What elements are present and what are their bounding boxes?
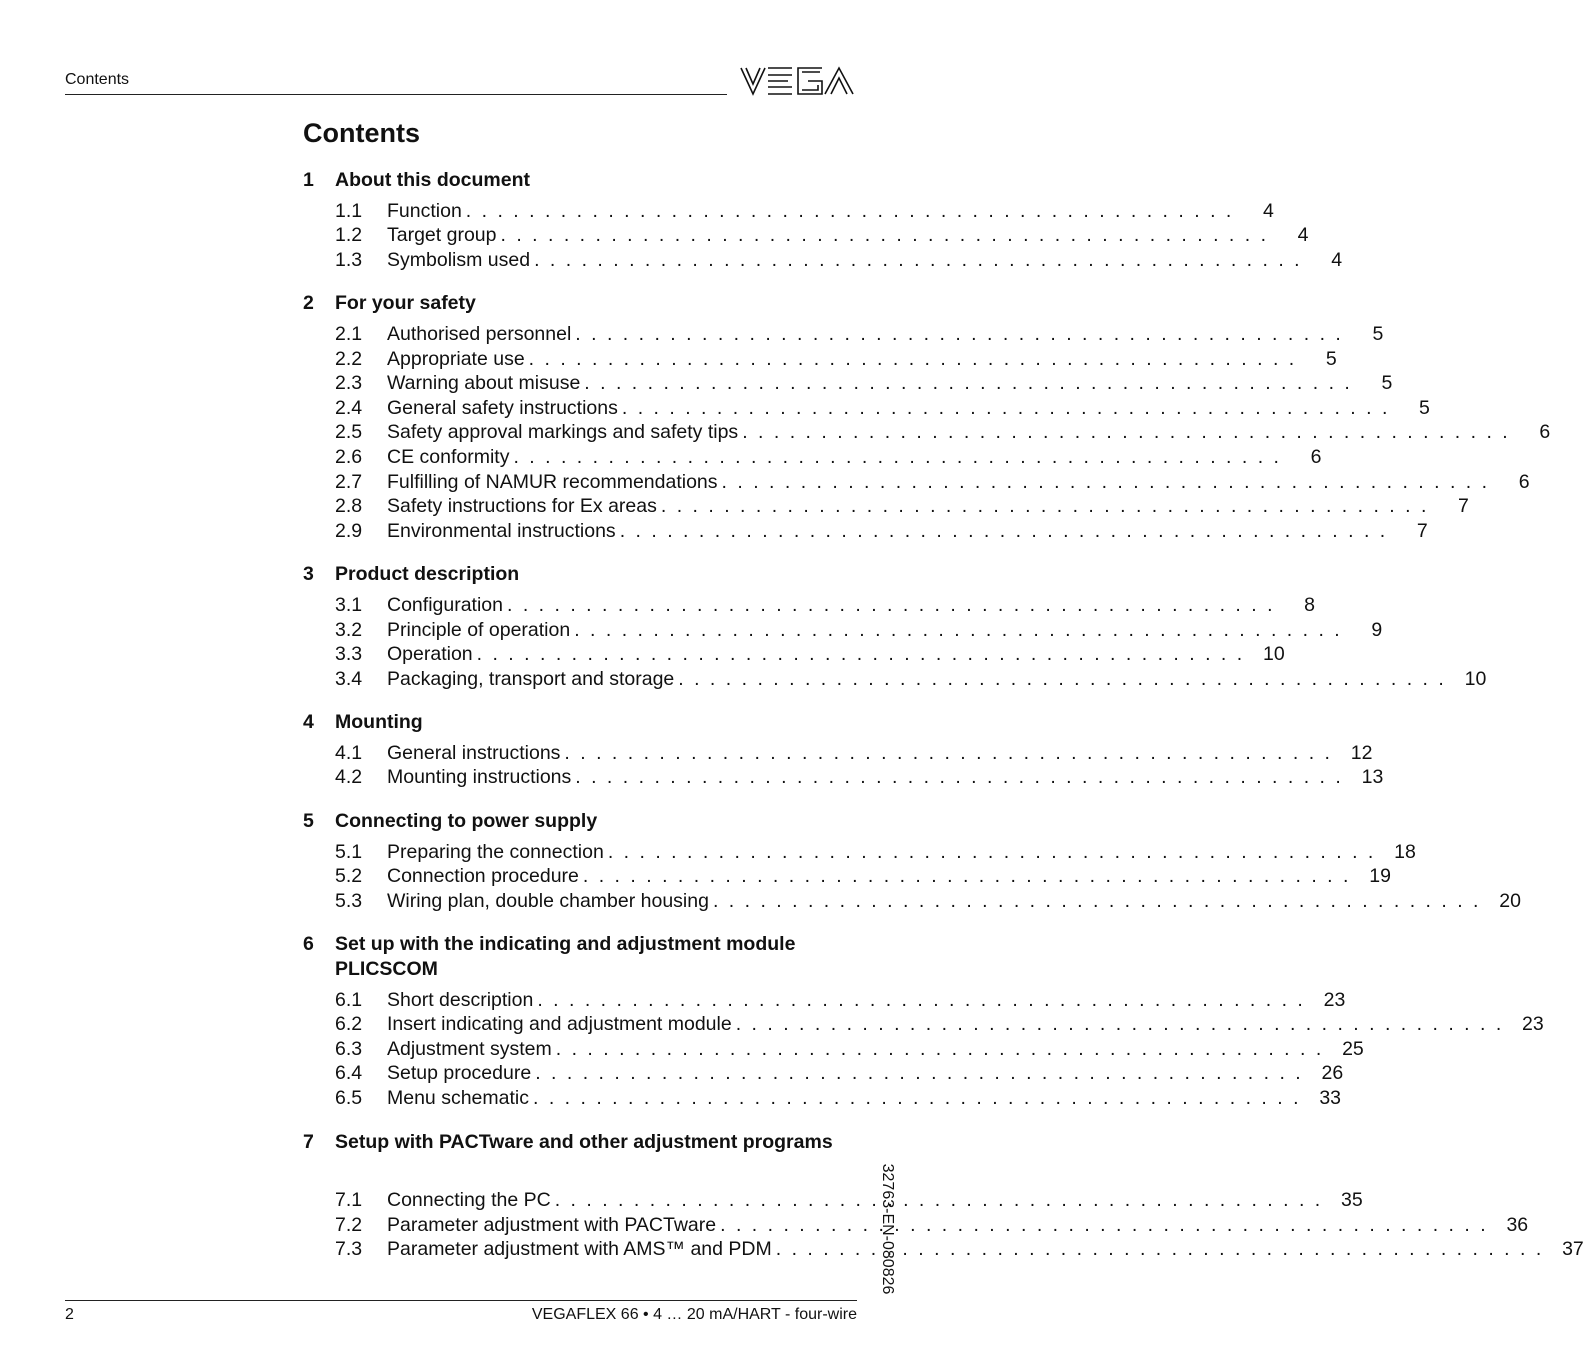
toc-entry — [303, 642, 1285, 667]
toc-entry — [303, 765, 1384, 790]
dot-leader: . . . . . . . . . . . . . . . . . . . . . . . . . . . . . . . . . . . . . . . . . . . . . . . . . — [584, 372, 1353, 395]
entry-page-number: 37 — [1562, 1238, 1584, 1261]
entry-title: Insert indicating and adjustment module — [387, 1013, 732, 1036]
dot-leader: . . . . . . . . . . . . . . . . . . . . . . . . . . . . . . . . . . . . . . . . . . . . . . . . . — [535, 1062, 1304, 1085]
toc-entry — [303, 1086, 1342, 1111]
entry-title: Authorised personnel — [387, 322, 572, 345]
section-number: 2 — [303, 292, 314, 315]
toc-section — [303, 562, 1487, 691]
toc-entry — [303, 741, 1373, 766]
entry-page-number: 13 — [1361, 766, 1384, 789]
dot-leader: . . . . . . . . . . . . . . . . . . . . . . . . . . . . . . . . . . . . . . . . . . . . . . . . . — [775, 1238, 1544, 1261]
entry-page-number: 6 — [1539, 421, 1551, 444]
header-label: Contents — [65, 71, 130, 88]
entry-page-number: 9 — [1371, 618, 1383, 641]
toc-section — [303, 932, 1544, 1110]
entry-number: 3.3 — [335, 643, 363, 666]
entry-number: 5.1 — [335, 840, 363, 863]
entry-title: Mounting instructions — [387, 766, 572, 789]
entry-number: 2.7 — [335, 470, 363, 493]
header-rule — [65, 94, 727, 95]
entry-page-number: 23 — [1522, 1013, 1544, 1036]
entry-number: 6.3 — [335, 1037, 363, 1060]
entry-title: General instructions — [387, 741, 561, 764]
entry-title: Function — [387, 199, 462, 222]
entry-number: 7.3 — [335, 1238, 363, 1261]
entry-title: Symbolism used — [387, 248, 531, 271]
toc-entry — [303, 593, 1316, 618]
entry-page-number: 10 — [1464, 667, 1487, 690]
entry-page-number: 5 — [1381, 372, 1393, 395]
toc-entry — [303, 1012, 1544, 1037]
toc-entry — [303, 889, 1521, 914]
entry-title: Safety instructions for Ex areas — [387, 495, 657, 518]
section-number: 5 — [303, 810, 314, 833]
entry-number: 5.2 — [335, 865, 363, 888]
section-title: Connecting to power supply — [335, 810, 598, 833]
section-number: 1 — [303, 169, 314, 191]
entry-title: Configuration — [387, 593, 503, 616]
entry-number: 2.9 — [335, 519, 363, 542]
toc-entry — [303, 371, 1393, 396]
dot-leader: . . . . . . . . . . . . . . . . . . . . . . . . . . . . . . . . . . . . . . . . . . . . . . . . . — [735, 1013, 1504, 1036]
entry-page-number: 12 — [1350, 741, 1373, 764]
entry-page-number: 4 — [1297, 224, 1309, 247]
section-spacer — [303, 1160, 857, 1188]
dot-leader: . . . . . . . . . . . . . . . . . . . . . . . . . . . . . . . . . . . . . . . . . . . . . . . . . — [721, 470, 1490, 493]
dot-leader: . . . . . . . . . . . . . . . . . . . . . . . . . . . . . . . . . . . . . . . . . . . . . . . . . — [465, 199, 1234, 222]
dot-leader: . . . . . . . . . . . . . . . . . . . . . . . . . . . . . . . . . . . . . . . . . . . . . . . . . — [607, 840, 1376, 863]
entry-page-number: 6 — [1518, 470, 1530, 493]
toc-entry — [303, 519, 1428, 544]
entry-page-number: 5 — [1325, 347, 1337, 370]
entry-page-number: 4 — [1331, 248, 1343, 271]
entry-page-number: 23 — [1323, 988, 1346, 1011]
entry-number: 1.3 — [335, 248, 363, 271]
vega-logo — [740, 66, 856, 96]
entry-title: Parameter adjustment with PACTware — [387, 1213, 717, 1236]
dot-leader: . . . . . . . . . . . . . . . . . . . . . . . . . . . . . . . . . . . . . . . . . . . . . . . . . — [712, 889, 1481, 912]
entry-number: 2.2 — [335, 347, 363, 370]
toc-entry — [303, 347, 1337, 372]
entry-title: Environmental instructions — [387, 519, 616, 542]
entry-number: 2.6 — [335, 445, 363, 468]
entry-page-number: 18 — [1394, 840, 1416, 863]
section-title: Mounting — [335, 711, 423, 734]
entry-page-number: 33 — [1319, 1087, 1342, 1109]
section-heading — [303, 168, 857, 193]
section-number: 4 — [303, 711, 314, 734]
entry-number: 6.1 — [335, 988, 363, 1011]
entry-page-number: 20 — [1499, 889, 1521, 912]
entry-page-number: 7 — [1416, 519, 1428, 542]
section-title: About this document — [335, 169, 530, 191]
entry-number: 6.2 — [335, 1013, 363, 1036]
dot-leader: . . . . . . . . . . . . . . . . . . . . . . . . . . . . . . . . . . . . . . . . . . . . . . . . . — [554, 1189, 1323, 1212]
section-heading — [303, 291, 857, 316]
section-heading — [303, 562, 857, 587]
toc-entry — [303, 864, 1391, 889]
dot-leader: . . . . . . . . . . . . . . . . . . . . . . . . . . . . . . . . . . . . . . . . . . . . . . . . . — [742, 421, 1511, 444]
dot-leader: . . . . . . . . . . . . . . . . . . . . . . . . . . . . . . . . . . . . . . . . . . . . . . . . . — [476, 643, 1245, 666]
toc-entry — [303, 1213, 1529, 1238]
entry-page-number: 36 — [1506, 1213, 1529, 1236]
toc-entry — [303, 322, 1384, 347]
toc-entry — [303, 988, 1346, 1013]
entry-page-number: 35 — [1341, 1189, 1363, 1212]
dot-leader: . . . . . . . . . . . . . . . . . . . . . . . . . . . . . . . . . . . . . . . . . . . . . . . . . — [507, 593, 1276, 616]
dot-leader: . . . . . . . . . . . . . . . . . . . . . . . . . . . . . . . . . . . . . . . . . . . . . . . . . — [528, 347, 1297, 370]
entry-title: Appropriate use — [387, 347, 525, 370]
entry-title: Target group — [387, 224, 497, 247]
toc-entry — [303, 1061, 1344, 1086]
entry-number: 4.1 — [335, 741, 363, 764]
section-number: 3 — [303, 563, 314, 586]
entry-page-number: 26 — [1321, 1062, 1344, 1085]
entry-title: Parameter adjustment with AMS™ and PDM — [387, 1238, 772, 1261]
dot-leader: . . . . . . . . . . . . . . . . . . . . . . . . . . . . . . . . . . . . . . . . . . . . . . . . . — [575, 322, 1344, 345]
footer-product-name: VEGAFLEX 66 • 4 … 20 mA/HART - four-wire — [531, 1306, 857, 1323]
toc-entry — [303, 223, 1309, 248]
entry-page-number: 25 — [1342, 1037, 1364, 1060]
entry-title: CE conformity — [387, 445, 510, 468]
footer-rule — [65, 1300, 857, 1301]
entry-title: Preparing the connection — [387, 840, 604, 863]
dot-leader: . . . . . . . . . . . . . . . . . . . . . . . . . . . . . . . . . . . . . . . . . . . . . . . . . — [537, 988, 1306, 1011]
entry-number: 2.8 — [335, 495, 363, 518]
toc-entry — [303, 1237, 1584, 1262]
toc-entry — [303, 1188, 1363, 1213]
entry-title: Adjustment system — [387, 1037, 552, 1060]
section-number: 6 — [303, 933, 314, 956]
entry-number: 2.3 — [335, 372, 363, 395]
dot-leader: . . . . . . . . . . . . . . . . . . . . . . . . . . . . . . . . . . . . . . . . . . . . . . . . . — [534, 248, 1303, 271]
dot-leader: . . . . . . . . . . . . . . . . . . . . . . . . . . . . . . . . . . . . . . . . . . . . . . . . . — [660, 495, 1429, 518]
toc-entry — [303, 667, 1487, 692]
entry-page-number: 5 — [1419, 396, 1430, 419]
toc-entry — [303, 248, 1343, 273]
toc-entry — [303, 199, 1274, 224]
entry-page-number: 5 — [1372, 322, 1384, 345]
footer-page-number: 2 — [65, 1306, 74, 1323]
dot-leader: . . . . . . . . . . . . . . . . . . . . . . . . . . . . . . . . . . . . . . . . . . . . . . . . . — [619, 519, 1388, 542]
toc-section — [303, 710, 1384, 790]
toc-section — [303, 809, 1521, 913]
entry-page-number: 6 — [1310, 445, 1322, 468]
toc-entry — [303, 494, 1469, 519]
section-title: Setup with PACTware and other adjustment programs — [335, 1130, 833, 1153]
entry-page-number: 4 — [1262, 199, 1274, 222]
entry-page-number: 19 — [1369, 865, 1391, 888]
toc-entry — [303, 445, 1322, 470]
dot-leader: . . . . . . . . . . . . . . . . . . . . . . . . . . . . . . . . . . . . . . . . . . . . . . . . . — [532, 1087, 1302, 1109]
entry-number: 2.1 — [335, 322, 363, 345]
toc-entry — [303, 470, 1530, 495]
dot-leader: . . . . . . . . . . . . . . . . . . . . . . . . . . . . . . . . . . . . . . . . . . . . . . . . . — [555, 1037, 1324, 1060]
entry-number: 3.4 — [335, 667, 363, 690]
entry-number: 5.3 — [335, 889, 363, 912]
entry-title: Connection procedure — [387, 865, 579, 888]
entry-number: 2.4 — [335, 396, 363, 419]
section-heading — [303, 1130, 857, 1155]
entry-number: 3.1 — [335, 593, 363, 616]
entry-number: 1.2 — [335, 224, 363, 247]
document-code: 32763-EN-080826 — [879, 1163, 896, 1295]
entry-number: 3.2 — [335, 618, 363, 641]
section-title: Product description — [335, 563, 520, 586]
dot-leader: . . . . . . . . . . . . . . . . . . . . . . . . . . . . . . . . . . . . . . . . . . . . . . . . . — [500, 224, 1269, 247]
entry-title: Menu schematic — [387, 1087, 529, 1109]
entry-title: Short description — [387, 988, 534, 1011]
dot-leader: . . . . . . . . . . . . . . . . . . . . . . . . . . . . . . . . . . . . . . . . . . . . . . . . . — [582, 865, 1351, 888]
entry-number: 6.5 — [335, 1087, 363, 1109]
dot-leader: . . . . . . . . . . . . . . . . . . . . . . . . . . . . . . . . . . . . . . . . . . . . . . . . . — [564, 741, 1333, 764]
dot-leader: . . . . . . . . . . . . . . . . . . . . . . . . . . . . . . . . . . . . . . . . . . . . . . . . . — [513, 445, 1282, 468]
section-title: Set up with the indicating and adjustment module PLICSCOM — [335, 933, 796, 981]
entry-title: Operation — [387, 643, 473, 666]
entry-page-number: 8 — [1304, 593, 1316, 616]
entry-number: 2.5 — [335, 421, 363, 444]
toc-section — [303, 291, 1551, 543]
toc-entry — [303, 840, 1416, 865]
entry-title: Wiring plan, double chamber housing — [387, 889, 709, 912]
section-heading — [303, 932, 857, 981]
entry-page-number: 7 — [1458, 495, 1469, 518]
section-heading — [303, 809, 857, 834]
entry-title: Packaging, transport and storage — [387, 667, 675, 690]
entry-number: 7.2 — [335, 1213, 363, 1236]
dot-leader: . . . . . . . . . . . . . . . . . . . . . . . . . . . . . . . . . . . . . . . . . . . . . . . . . — [678, 667, 1447, 690]
entry-number: 7.1 — [335, 1189, 363, 1212]
entry-title: Safety approval markings and safety tips — [387, 421, 739, 444]
toc-section — [303, 168, 1343, 272]
toc-entry — [303, 396, 1430, 421]
entry-title: Connecting the PC — [387, 1189, 551, 1212]
dot-leader: . . . . . . . . . . . . . . . . . . . . . . . . . . . . . . . . . . . . . . . . . . . . . . . . . — [575, 766, 1344, 789]
dot-leader: . . . . . . . . . . . . . . . . . . . . . . . . . . . . . . . . . . . . . . . . . . . . . . . . . — [574, 618, 1343, 641]
section-heading — [303, 710, 857, 735]
entry-page-number: 10 — [1262, 643, 1285, 666]
toc-entry — [303, 1037, 1364, 1062]
entry-number: 4.2 — [335, 766, 363, 789]
entry-title: General safety instructions — [387, 396, 618, 419]
toc-entry — [303, 420, 1551, 445]
entry-number: 1.1 — [335, 199, 363, 222]
dot-leader: . . . . . . . . . . . . . . . . . . . . . . . . . . . . . . . . . . . . . . . . . . . . . . . . . — [720, 1213, 1489, 1236]
toc-entry — [303, 618, 1383, 643]
entry-title: Warning about misuse — [387, 372, 581, 395]
section-number: 7 — [303, 1130, 314, 1153]
dot-leader: . . . . . . . . . . . . . . . . . . . . . . . . . . . . . . . . . . . . . . . . . . . . . . . . . — [621, 396, 1390, 419]
entry-title: Principle of operation — [387, 618, 571, 641]
page-title: Contents — [303, 118, 420, 148]
entry-title: Setup procedure — [387, 1062, 532, 1085]
section-title: For your safety — [335, 292, 476, 315]
entry-number: 6.4 — [335, 1062, 363, 1085]
entry-title: Fulfilling of NAMUR recommendations — [387, 470, 718, 493]
